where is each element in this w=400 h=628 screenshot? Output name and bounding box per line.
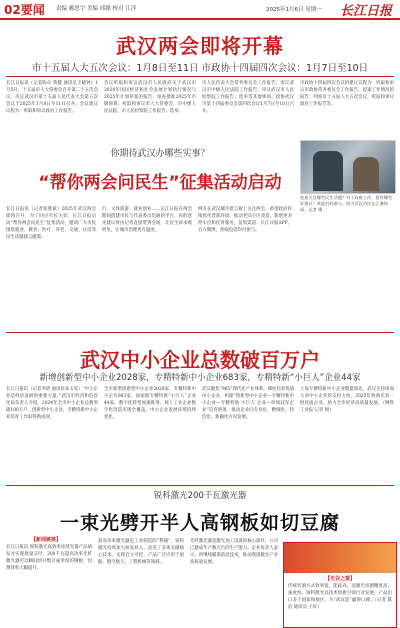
story4-kicker: 锐科激光200千瓦激光器 <box>153 491 247 501</box>
ad-text: 传统切割方式效率低，能耗高，而激光切割精度高、速度快。锐科激光以技术创新引领行业发展，产品出口多个国家和地区，为“武汉造”赢得口碑。（记者 陈洁 通讯员 王好） <box>288 584 392 611</box>
story2-photo <box>300 140 396 194</box>
photo-caption: 您最关注哪些民生话题？对于政府工作，您有哪些好建议？欢迎扫码参与。图为武汉市民在江滩休闲。记者 摄 <box>300 195 393 212</box>
lead-headline: 武汉两会即将开幕 <box>116 34 284 58</box>
story2-col-1: 长江日报讯（记者张胜斌）2025年武汉两会即将召开，为了回应市民关切，长江日报启动“帮你两会问民生”征集活动，邀请广大市民围绕就业、教育、医疗、养老、交通、住房等民生话题建言献策。 <box>6 207 96 241</box>
side-ad-box <box>283 542 397 628</box>
story3-col-1: 长江日报讯（记者李倩 通讯员朱玉雯）“中小企业是经济发展的重要力量。”武汉市经济和信息化局负责人介绍，2024年全市中小企业总数突破100万户，创新型中小企业、专精特新中小企业培育工作取得新成效。 <box>6 387 98 421</box>
story4-col-3: 光纤激光器是激光加工设备的核心部件，公司已建成年产数万台的生产能力。企业负责人表示，将继续瞄准前沿技术，推动我国激光产业高质量发展。 <box>190 539 278 566</box>
story2-kicker: 你期待武汉办哪些实事？ <box>110 149 210 159</box>
story4-col-1: 长江日报讯 锐科激光高效率连续光器产品研发并实现批量交付，200千瓦超高功率光纤激光器可以瞬间切开数百毫米厚的钢板，切割效率大幅提升。 <box>6 545 92 572</box>
story3-subhead: 新增创新型中小企业2028家，专精特新中小企业683家，专精特新“小巨人”企业44家 <box>39 373 361 383</box>
story3-col-3: 武汉聚焦“965”现代化产业体系，梯度培育优质中小企业，构建“创新型中小企业—专精特新中小企业—专精特新‘小巨人’企业—单项冠军企业”培育链条，推动企业向专业化、精细化、特色化、新颖化方向发展。 <box>202 387 294 421</box>
masthead-logo: 长江日报 <box>340 4 393 19</box>
lead-col-2: 会议听取和审议武汉市人民政府关于武汉市2024年国民经济和社会发展计划执行情况与2025年计划草案的报告；审查批准2025年市级预算；听取和审议市人大常委会、市中级人民法院、市人民检察院工作报告；选举。 <box>104 81 196 115</box>
story2-col-3: 网友在武汉城市留言板上关注两会，希望政府持续优化营商环境，推动老旧小区改造，新增更多停车位和托育服务。征集渠道：长江日报APP、官方微博、热线电话均可参与。 <box>198 207 292 234</box>
story3-col-4: 上海专精特新中小企业数量领先，武汉正持续加大对中小企业的支持力度，2025年将新培育一批优质企业，助力全市经济高质量发展。（钢铁工业报 记者 摄） <box>300 387 394 414</box>
ad-title: 【光谷之窗】 <box>324 576 355 582</box>
editor-credits: 责编 赖思宇 美编 邱赣 校对 江洋 <box>56 6 137 12</box>
issue-date: 2025年1月6日 星期一 <box>266 7 322 13</box>
lead-col-3: 市人民代表大会常务委员会工作报告；审议武汉市中级人民法院工作报告；审议武汉市人民检察院工作报告；选举等其他事项。政协武汉市第十四届委员会第四次会议1月7日至10日召开。 <box>202 81 294 115</box>
divider <box>6 332 394 333</box>
divider <box>6 485 394 486</box>
story3-headline: 武汉中小企业总数破百万户 <box>80 348 320 372</box>
story4-col-2: 超高功率激光器是工业制造的“利器”。锐科激光持续加大研发投入，攻克了多项关键核心技术，实现自主可控，产品广泛应用于船舶、航空航天、工程机械等领域。 <box>98 539 184 566</box>
page-number: 02要闻 <box>4 3 45 17</box>
story4-headline: 一束光劈开半人高钢板如切豆腐 <box>59 512 340 534</box>
divider <box>6 76 394 77</box>
lead-subhead: 市十五届人大五次会议：1月8日至11日 市政协十四届四次会议：1月7日至10日 <box>31 63 369 74</box>
story2-col-2: 行、文体旅游、就业创业……长江日报在两会期间搭建市民与代表委员沟通的平台，你的意见建议将由记者直接带到会场，让民生诉求被听见，让城市治理更有温度。 <box>102 207 192 234</box>
story3-col-2: 全市新增创新型中小企业2028家、专精特新中小企业683家、国家级专精特新“小巨人”企业44家。数字化转型加速推进，规上工业企业数字化改造实现全覆盖，中小企业发展环境持续优化。 <box>104 387 196 421</box>
lead-col-1: 长江日报讯（记者陈卓 黄健 通讯员王晓钟）1月5日，十五届市人大常委会召开第二十五次会议，决定武汉市第十五届人民代表大会第五次会议于2025年1月8日至11日召开。会议建议议程为：听取和审议政府工作报告。 <box>6 81 98 115</box>
ad-banner <box>284 543 396 573</box>
lead-col-4: 市政协十四届四次会议的建议议程为：听取和审议市政协常务委员会工作报告、提案工作情况的报告；列席市十五届人大五次会议，听取和审议政府工作报告等。 <box>300 81 394 108</box>
news-link-tag: 【新闻链接】 <box>30 537 61 543</box>
story2-headline: “帮你两会问民生”征集活动启动 <box>38 173 282 193</box>
